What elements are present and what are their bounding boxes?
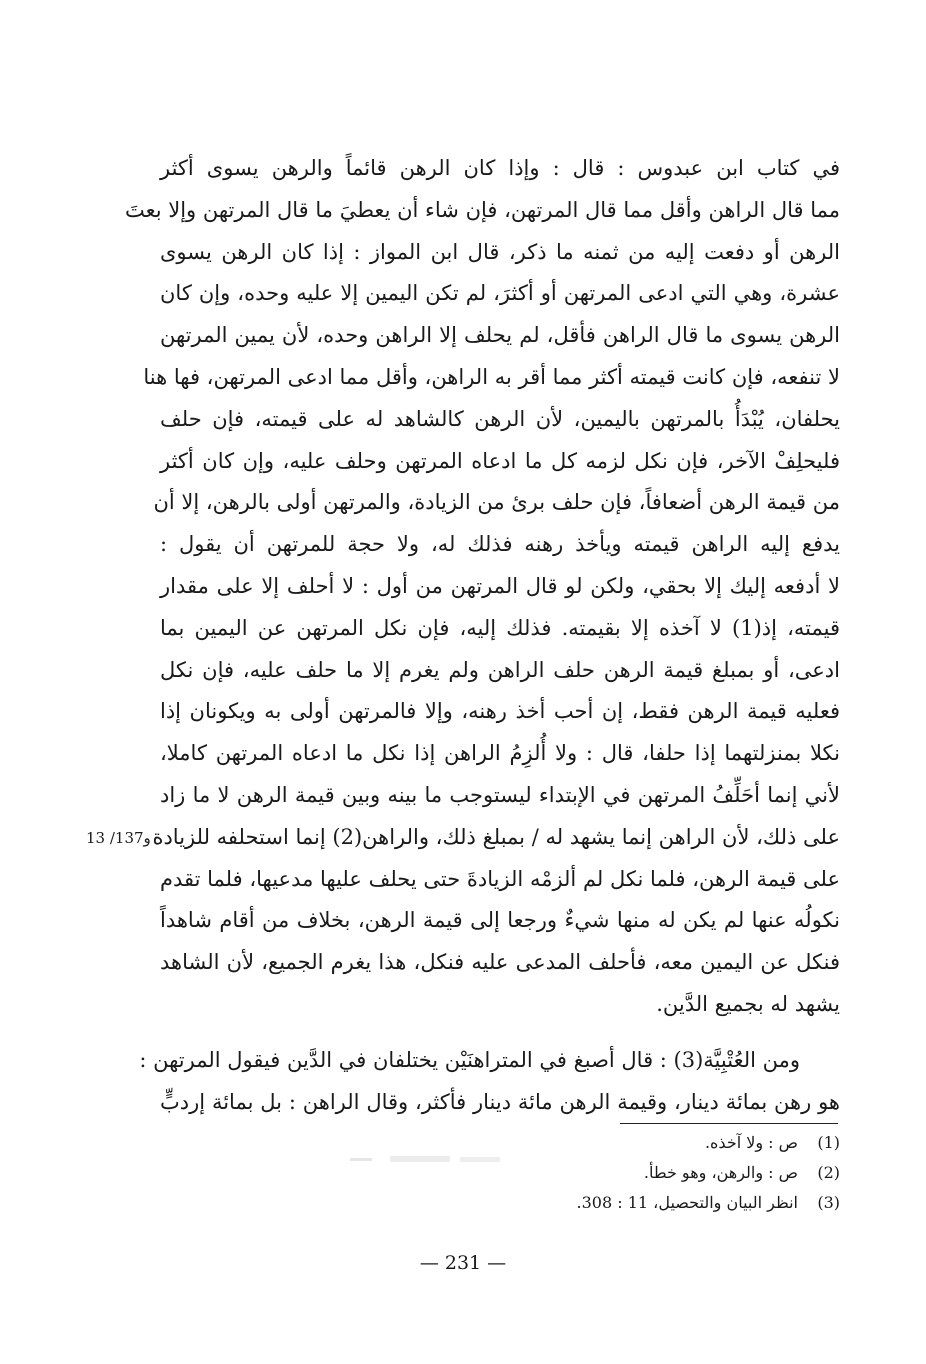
footnote-text: ص : ولا آخذه. xyxy=(704,1133,798,1152)
footnote-text: انظر البيان والتحصيل، 11 : 308. xyxy=(576,1193,798,1212)
footnote-item xyxy=(300,1128,840,1158)
text-line: الرهن يسوى ما قال الراهن فأقل، لم يحلف إلا الراهن وحده، لأن يمين المرتهن xyxy=(160,323,840,348)
text-line: يحلفان، يُبْدَأُ بالمرتهن باليمين، لأن الرهن كالشاهد له على قيمته، فإن حلف xyxy=(160,406,840,431)
text-line: على ذلك، لأن الراهن إنما يشهد له / بمبلغ ذلك، والراهن(2) إنما استحلفه للزيادة xyxy=(152,824,840,849)
text-line: الرهن أو دفعت إليه من ثمنه ما ذكر، قال ابن المواز : إذا كان الرهن يسوى xyxy=(160,239,840,264)
text-line: نكولُه عنها لم يكن له منها شيءٌ ورجعا إلى قيمة الرهن، بخلاف من أقام شاهداً xyxy=(160,908,840,933)
main-paragraph xyxy=(124,148,840,1026)
text-line: في كتاب ابن عبدوس : قال : وإذا كان الرهن قائماً والرهن يسوى أكثر xyxy=(160,156,840,180)
footnote-number: (2) xyxy=(817,1163,840,1182)
margin-folio-note: 13 /137و xyxy=(86,829,151,847)
text-line: لا تنفعه، فإن كانت قيمته أكثر مما أقر به الراهن، وأقل مما ادعى المرتهن، فها هنا xyxy=(143,364,840,389)
text-line: فنكل عن اليمين معه، فأحلف المدعى عليه فنكل، هذا يغرم الجميع، لأن الشاهد xyxy=(160,950,840,975)
footnote-text: ص : والرهن، وهو خطأ. xyxy=(643,1163,798,1182)
text-line: يدفع إليه الراهن قيمته ويأخذ رهنه فذلك له، ولا حجة للمرتهن أن يقول : xyxy=(160,532,840,557)
text-line: لا أدفعه إليك إلا بحقي، ولكن لو قال المرتهن من أول : لا أحلف إلا على مقدار xyxy=(160,573,840,598)
text-line: فعليه قيمة الرهن فقط، إن أحب أخذ رهنه، وإلا فالمرتهن أولى به ويكونان إذا xyxy=(160,699,840,724)
text-line: فليحلِفْ الآخر، فإن نكل لزمه كل ما ادعاه المرتهن وحلف عليه، وإن كان أكثر xyxy=(160,448,840,473)
text-line: لأني إنما أحَلِّفُ المرتهن في الإبتداء ليستوجب ما بينه وبين قيمة الرهن لا ما زاد xyxy=(160,782,840,807)
footnotes xyxy=(300,1128,840,1218)
text-line: من قيمة الرهن أضعافاً، فإن حلف برئ من الزيادة، والمرتهن أولى بالرهن، إلا أن xyxy=(153,490,840,515)
page-number: — 231 — xyxy=(419,1252,507,1274)
footnote-number: (3) xyxy=(817,1193,840,1212)
text-line: هو رهن بمائة دينار، وقيمة الرهن مائة دينار فأكثر، وقال الراهن : بل بمائة إردبٍّ xyxy=(160,1089,840,1114)
text-line: مما قال الراهن وأقل مما قال المرتهن، فإن شاء أن يعطيَ ما قال المرتهن وإلا بعتَ xyxy=(124,197,840,222)
footnote-item xyxy=(300,1158,840,1188)
second-paragraph xyxy=(139,1040,840,1124)
footnote-item xyxy=(300,1188,840,1218)
text-line: على قيمة الرهن، فلما نكل لم ألزمْه الزيادةَ حتى يحلف عليها مدعيها، فلما تقدم xyxy=(159,866,840,891)
text-line: نكلا بمنزلتهما إذا حلفا، قال : ولا أُلزِمُ الراهن إذا نكل ما ادعاه المرتهن كاملا، xyxy=(160,741,840,766)
footnote-divider xyxy=(620,1123,838,1124)
footnote-number: (1) xyxy=(817,1133,840,1152)
text-line: قيمته، إذ(1) لا آخذه إلا بقيمته. فذلك إليه، فإن نكل المرتهن عن اليمين بما xyxy=(160,615,840,640)
text-line: ادعى، أو بمبلغ قيمة الرهن حلف الراهن ولم يغرم إلا ما حلف عليه، فإن نكل xyxy=(160,657,840,682)
text-line: يشهد له بجميع الدَّين. xyxy=(656,991,840,1016)
text-line: عشرة، وهي التي ادعى المرتهن أو أكثرَ، لم تكن اليمين إلا عليه وحده، وإن كان xyxy=(160,281,840,306)
text-line: ومن العُتْبِيَّة(3) : قال أصبغ في المتراهنَيْن يختلفان في الدَّين فيقول المرتهن : xyxy=(139,1048,800,1072)
